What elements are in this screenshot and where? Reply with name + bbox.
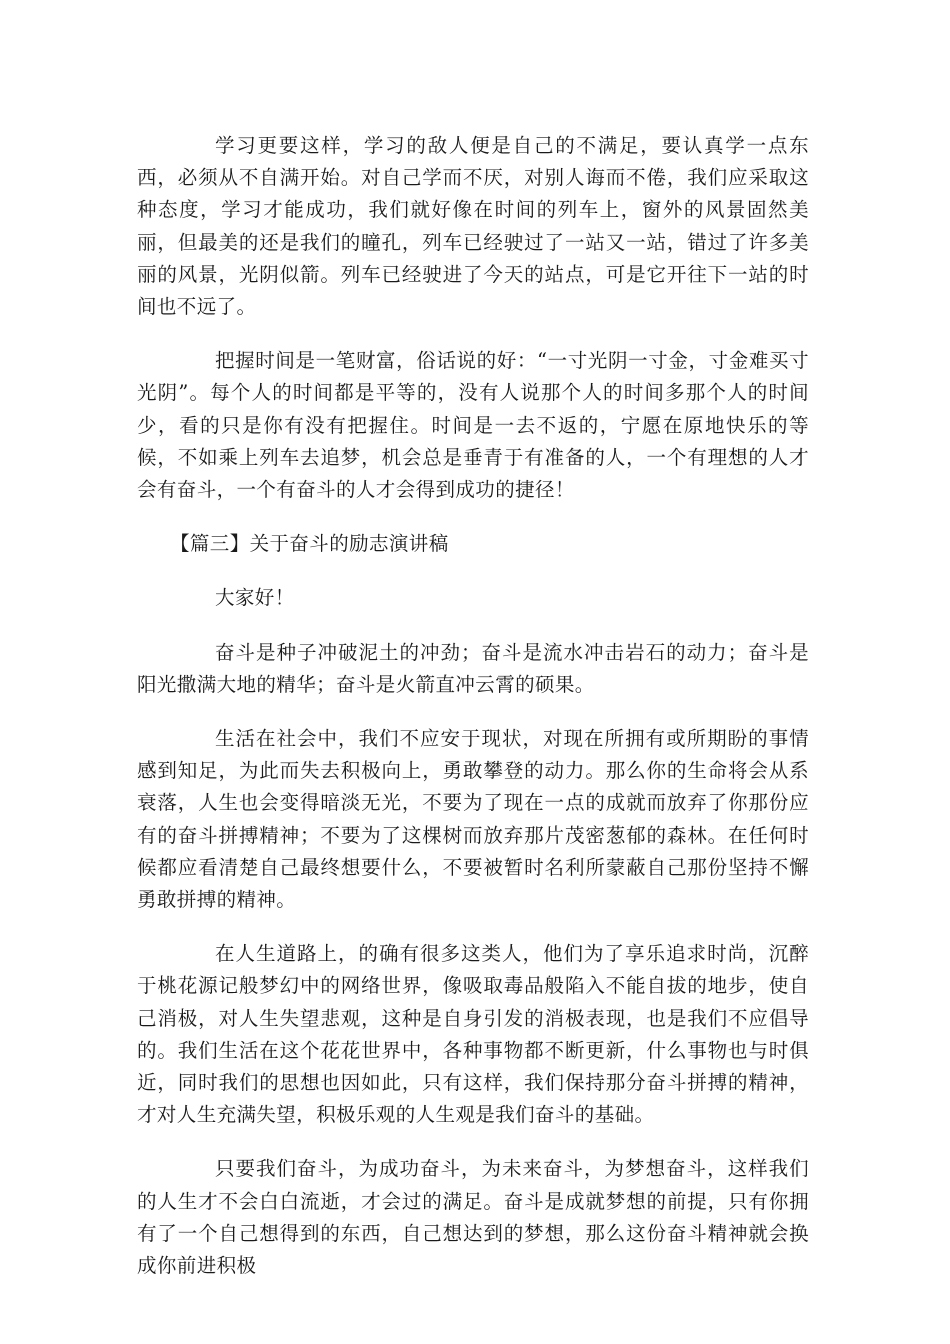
paragraph-keep-striving: 只要我们奋斗，为成功奋斗，为未来奋斗，为梦想奋斗，这样我们的人生才不会白白流逝，才会过的满足。奋斗是成就梦想的前提，只有你拥有了一个自己想得到的东西，自己想达到的梦想，那么这份奋斗精神就会换成你前进积极 — [137, 1157, 809, 1278]
paragraph-struggle-definition: 奋斗是种子冲破泥土的冲劲；奋斗是流水冲击岩石的动力；奋斗是阳光撒满大地的精华；奋斗是火箭直冲云霄的硕果。 — [137, 640, 809, 696]
greeting: 大家好！ — [215, 586, 295, 610]
document-body — [137, 130, 809, 1282]
paragraph-study: 学习更要这样，学习的敌人便是自己的不满足，要认真学一点东西，必须从不自满开始。对自己学而不厌，对别人诲而不倦，我们应采取这种态度，学习才能成功，我们就好像在时间的列车上，窗外的风景固然美丽，但最美的还是我们的瞳孔，列车已经驶过了一站又一站，错过了许多美丽的风景，光阴似箭。列车已经驶进了今天的站点，可是它开往下一站的时间也不远了。 — [137, 134, 809, 319]
paragraph-life-road: 在人生道路上，的确有很多这类人，他们为了享乐追求时尚，沉醉于桃花源记般梦幻中的网络世界，像吸取毒品般陷入不能自拔的地步，使自己消极，对人生失望悲观，这种是自身引发的消极表现，也是我们不应倡导的。我们生活在这个花花世界中，各种事物都不断更新，什么事物也与时俱近，同时我们的思想也因如此，只有这样，我们保持那分奋斗拼搏的精神，才对人生充满失望，积极乐观的人生观是我们奋斗的基础。 — [137, 942, 809, 1127]
section-heading: 【篇三】关于奋斗的励志演讲稿 — [170, 532, 449, 556]
paragraph-time: 把握时间是一笔财富，俗话说的好：“一寸光阴一寸金，寸金难买寸光阴”。每个人的时间都是平等的，没有人说那个人的时间多那个人的时间少，看的只是你有没有把握住。时间是一去不返的，宁愿在原地快乐的等候，不如乘上列车去追梦，机会总是垂青于有准备的人，一个有理想的人才会有奋斗，一个有奋斗的人才会得到成功的捷径！ — [137, 349, 809, 502]
paragraph-society: 生活在社会中，我们不应安于现状，对现在所拥有或所期盼的事情感到知足，为此而失去积极向上，勇敢攀登的动力。那么你的生命将会从系衰落，人生也会变得暗淡无光，不要为了现在一点的成就而放弃了你那份应有的奋斗拼搏精神；不要为了这棵树而放弃那片茂密葱郁的森林。在任何时候都应看清楚自己最终想要什么，不要被暂时名利所蒙蔽自己那份坚持不懈勇敢拼搏的精神。 — [137, 727, 809, 912]
